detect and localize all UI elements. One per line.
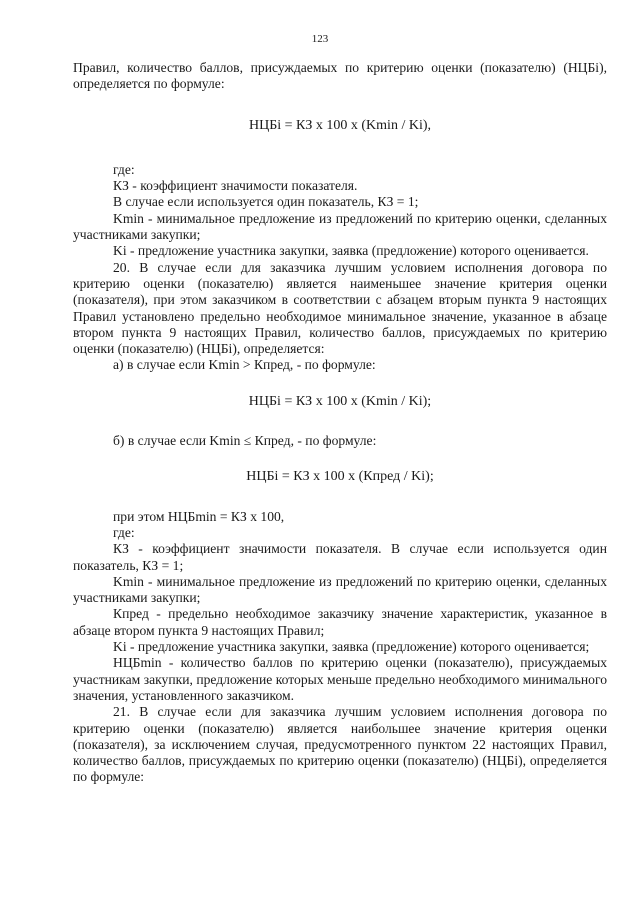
where-label-2: где: [113, 524, 135, 540]
clause-20-a: а) в случае если Kmin > Кпред, - по формуле: [113, 357, 376, 373]
formula-ncb-min: НЦБi = КЗ х 100 х (Kmin / Ki), [249, 117, 431, 133]
definition-kmin-2: Kmin - минимальное предложение из предложений по критерию оценки, сделанных участниками закупки; [73, 573, 607, 606]
document-body [73, 60, 607, 786]
definition-kmin: Kmin - минимальное предложение из предложений по критерию оценки, сделанных участниками закупки; [73, 210, 607, 243]
definition-kz-2: КЗ - коэффициент значимости показателя. В случае если используется один показатель, КЗ = 1; [73, 541, 607, 573]
clause-20: 20. В случае если для заказчика лучшим условием исполнения договора по критерию оценки (показателю) является наименьшее значение критерия оценки (показателя), при этом заказчиком в соответствии с абзацем вторым пункта 9 настоящих Правил установлено предельно необходимое минимальное значение, указанное в абзаце втором пункта 9 настоящих Правил, количество баллов, присуждаемых по критерию оценки (показателю) (НЦБi), определяется: [73, 259, 607, 357]
ncb-min-note: при этом НЦБmin = КЗ х 100, [113, 508, 285, 524]
definition-ki-2: Ki - предложение участника закупки, заявка (предложение) которого оценивается; [113, 639, 590, 655]
clause-20-b: б) в случае если Kmin ≤ Кпред, - по формуле: [113, 433, 377, 449]
definition-kpred: Кпред - предельно необходимое заказчику значение характеристик, указанное в абзаце втором пункта 9 настоящих Правил; [73, 606, 607, 638]
single-indicator-note: В случае если используется один показатель, КЗ = 1; [113, 194, 419, 210]
formula-case-a: НЦБi = КЗ х 100 х (Kmin / Ki); [248, 393, 432, 409]
definition-ncb-min: НЦБmin - количество баллов по критерию оценки (показателю), присуждаемых участникам закупки, предложение которых меньше предельно необходимого минимального значения, установленного заказчиком. [73, 655, 607, 703]
formula-case-b: НЦБi = КЗ х 100 х (Кпред / Ki); [246, 469, 434, 485]
definition-ki: Ki - предложение участника закупки, заявка (предложение) которого оценивается. [113, 243, 589, 259]
paragraph-intro: Правил, количество баллов, присуждаемых по критерию оценки (показателю) (НЦБi), определяется по формуле: [73, 60, 607, 92]
clause-21: 21. В случае если для заказчика лучшим условием исполнения договора по критерию оценки (показателю) является наибольшее значение критерия оценки (показателя), за исключением случая, предусмотренного пунктом 22 настоящих Правил, количество баллов, присуждаемых по критерию оценки (показателю) (НЦБi), определяется по формуле: [73, 704, 607, 785]
where-label: где: [113, 161, 135, 177]
page-number: 123 [311, 33, 329, 45]
definition-kz: КЗ - коэффициент значимости показателя. [113, 178, 358, 194]
